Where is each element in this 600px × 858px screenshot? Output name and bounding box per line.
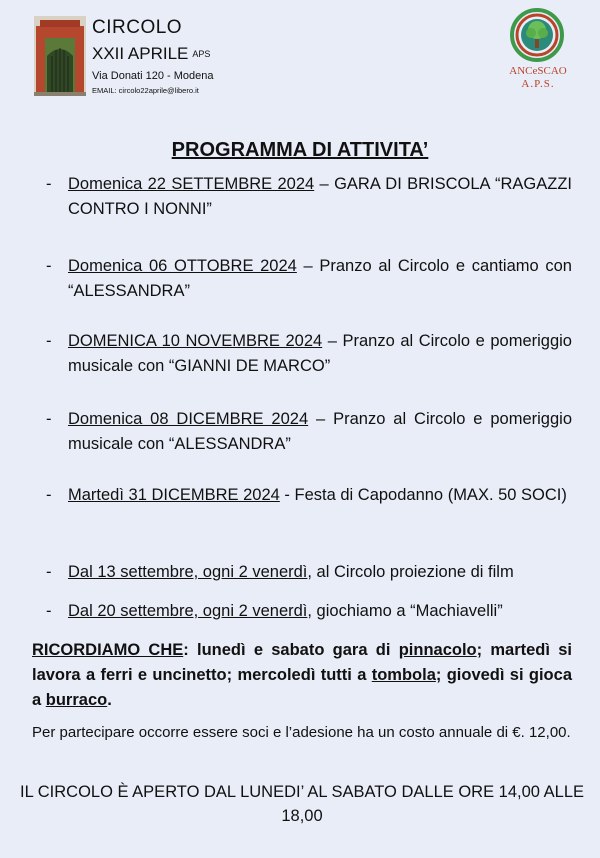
- event-date: Martedì 31 DICEMBRE 2024: [68, 486, 280, 504]
- event-item: [46, 560, 572, 585]
- circolo-email: EMAIL: circolo22aprile@libero.it: [92, 86, 199, 95]
- list-dash: -: [46, 602, 52, 620]
- participation-note: Per partecipare occorre essere soci e l’adesione ha un costo annuale di €. 12,00.: [32, 724, 571, 741]
- reminder-game-burraco: burraco: [45, 691, 108, 709]
- event-date: DOMENICA 10 NOVEMBRE 2024: [68, 332, 323, 350]
- circolo-subtitle-text: XXII APRILE: [92, 44, 189, 63]
- event-date: Domenica 22 SETTEMBRE 2024: [68, 175, 315, 193]
- event-description: – GARA DI BRISCOLA “RAGAZZI CONTRO I NONNI”: [68, 175, 572, 218]
- event-date: Dal 13 settembre, ogni 2 venerdì: [68, 563, 308, 581]
- list-dash: -: [46, 175, 52, 193]
- event-description: – Pranzo al Circolo e pomeriggio musicale con “ALESSANDRA”: [68, 410, 572, 453]
- event-description: – Pranzo al Circolo e cantiamo con “ALESSANDRA”: [68, 257, 572, 300]
- list-dash: -: [46, 410, 52, 428]
- reminder-paragraph: [32, 638, 572, 713]
- event-date: Domenica 06 OTTOBRE 2024: [68, 257, 297, 275]
- reminder-text: ; giovedì si gioca a: [32, 666, 572, 709]
- header: [0, 0, 600, 110]
- list-dash: -: [46, 486, 52, 504]
- event-description: , giochiamo a “Machiavelli”: [307, 602, 503, 620]
- ancescao-aps: A.P.S.: [521, 78, 555, 90]
- event-item: [46, 599, 572, 624]
- event-description: - Festa di Capodanno (MAX. 50 SOCI): [279, 486, 567, 504]
- reminder-text: .: [107, 691, 112, 709]
- page-title: PROGRAMMA DI ATTIVITA’: [171, 139, 429, 161]
- event-date: Dal 20 settembre, ogni 2 venerdì: [68, 602, 308, 620]
- aps-label: APS: [192, 49, 211, 59]
- reminder-text: : lunedì e sabato gara di: [183, 641, 399, 659]
- circolo-name: CIRCOLO: [92, 17, 183, 38]
- reminder-game-pinnacolo: pinnacolo: [398, 641, 477, 659]
- ancescao-tree-logo: [510, 8, 564, 62]
- circolo-gate-logo: [34, 16, 86, 96]
- event-item: [46, 483, 572, 508]
- event-date: Domenica 08 DICEMBRE 2024: [68, 410, 309, 428]
- event-item: [46, 329, 572, 379]
- ancescao-name: ANCeSCAO: [509, 65, 567, 77]
- list-dash: -: [46, 563, 52, 581]
- event-description: , al Circolo proiezione di film: [307, 563, 514, 581]
- event-item: [46, 172, 572, 222]
- event-item: [46, 254, 572, 304]
- reminder-game-tombola: tombola: [371, 666, 436, 684]
- opening-hours: IL CIRCOLO È APERTO DAL LUNEDI’ AL SABATO DALLE ORE 14,00 ALLE 18,00: [20, 783, 584, 825]
- list-dash: -: [46, 257, 52, 275]
- circolo-subtitle: [92, 44, 210, 64]
- reminder-text: ; martedì si lavora a ferri e uncinetto; mercoledì tutti a: [32, 641, 572, 684]
- event-description: – Pranzo al Circolo e pomeriggio musicale con “GIANNI DE MARCO”: [68, 332, 572, 375]
- circolo-address: Via Donati 120 - Modena: [92, 70, 214, 82]
- list-dash: -: [46, 332, 52, 350]
- reminder-label: RICORDIAMO CHE: [32, 641, 184, 659]
- event-item: [46, 407, 572, 457]
